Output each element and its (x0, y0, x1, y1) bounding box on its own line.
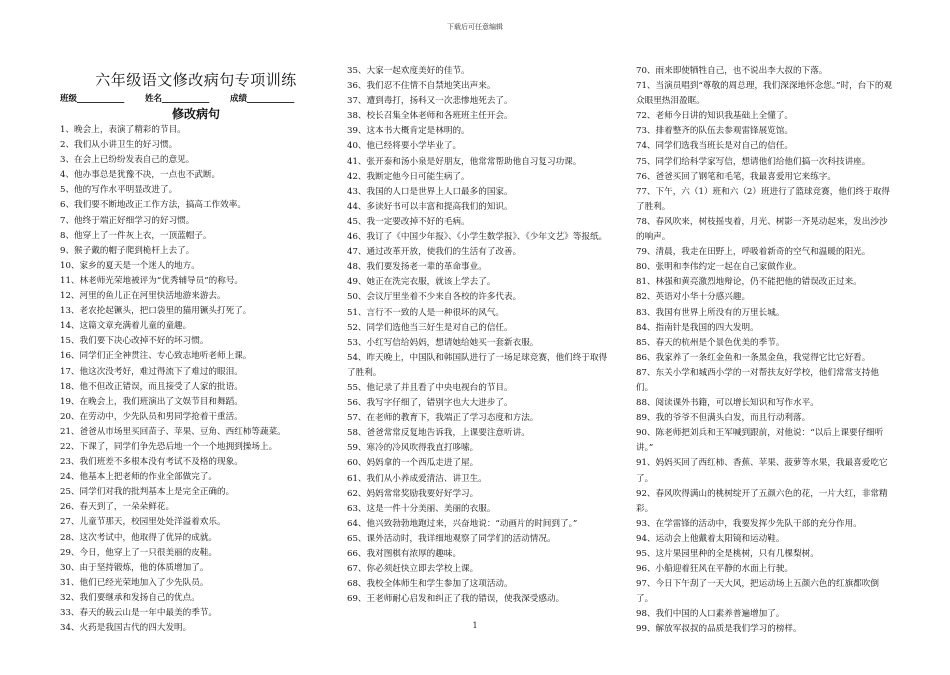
class-blank: _________ (77, 94, 125, 104)
sentence-item: 59、寒冷的冷风吹得我直打哆嗦。 (347, 443, 479, 454)
sentence-item: 31、他们已经光荣地加入了少先队员。 (60, 577, 209, 588)
sentence-item: 77、下午，六（1）班和六（2）班进行了篮球竞赛，他们终于取得了胜利。 (636, 186, 890, 212)
sentence-item: 35、大家一起欢度美好的佳节。 (347, 66, 470, 76)
sentence-item: 53、小红写信给妈妈，想请她给她买一套新衣服。 (347, 337, 539, 348)
sentence-item: 13、老农抡起镢头，把口袋里的猫用镢头打死了。 (60, 306, 252, 317)
section-title: 修改病句 (171, 107, 220, 121)
sentence-item: 7、他终于端正好细学习的好习惯。 (60, 215, 195, 226)
sentence-item: 22、下课了，同学们争先恐后地一个一个地拥到操场上。 (60, 441, 278, 452)
sentence-item: 48、我们要发扬老一辈的革命事业。 (347, 262, 487, 273)
sentence-item: 97、今日下午刮了一天大风，把运动场上五颜六色的红旗都吹倒了。 (636, 579, 879, 605)
sentence-item: 27、儿童节那天，校园里处处洋溢着欢乐。 (60, 517, 226, 528)
sentence-item: 90、陈老师把刘兵和王军喊到跟前，对他说：“以后上课要仔细听讲。” (636, 428, 884, 454)
sentence-item: 16、同学们正全神贯注、专心致志地听老师上课。 (60, 351, 252, 362)
sentence-item: 49、她正在洗完衣服，就该上学去了。 (347, 277, 496, 288)
sentence-list-3 (636, 64, 894, 638)
sentence-item: 95、这片果园里种的全是桃树，只有几棵梨树。 (636, 549, 819, 559)
sentence-item: 1、晚会上，表演了精彩的节目。 (60, 125, 186, 135)
sentence-item: 64、他兴致勃勃地跑过来，兴奋地说：“动画片的时间到了。” (347, 518, 578, 529)
sentence-item: 94、运动会上他戴着太阳镜和运动鞋。 (636, 533, 785, 544)
sentence-item: 29、今日，他穿上了一只很美丽的皮鞋。 (60, 547, 218, 558)
sentence-item: 34、火药是我国古代的四大发明。 (60, 623, 192, 634)
sentence-item: 99、解放军叔叔的品质是我们学习的榜样。 (636, 624, 802, 635)
sentence-item: 32、我们要继承和发扬自己的优点。 (60, 592, 200, 603)
sentence-item: 80、张明和李伟约定一起在自己家做作业。 (636, 262, 802, 273)
sentence-item: 45、我一定要改掉不好的毛病。 (347, 216, 470, 227)
sentence-item: 78、春风吹来，树枝摇曳着，月光、树影一齐晃动起来，发出沙沙的响声。 (636, 216, 888, 243)
sentence-item: 60、妈妈拿的一个西瓜走进了屋。 (347, 458, 479, 469)
sentence-item: 26、春天到了，一朵朵鲜花。 (60, 502, 175, 513)
sentence-item: 38、校长召集全体老师和各班班主任开会。 (347, 111, 513, 122)
sentence-item: 9、猴子戴的帽子爬到桅杆上去了。 (60, 245, 195, 256)
sentence-item: 81、林强和黄亮激烈地辩论，仍不能把他的错误改正过来。 (636, 277, 862, 288)
sentence-item: 50、会议厅里坐着不少来自各校的许多代表。 (347, 292, 522, 303)
sentence-item: 23、我们班差不多根本没有考试不及格的现象。 (60, 457, 243, 468)
sentence-item: 55、他记录了并且看了中央电视台的节目。 (347, 382, 513, 393)
sentence-item: 4、他办事总是犹豫不决，一点也不武断。 (60, 170, 221, 181)
sentence-item: 75、同学们给科学家写信，想请他们给他们搞一次科技讲座。 (636, 156, 871, 167)
sentence-item: 52、同学们选他当三好生是对自己的信任。 (347, 322, 513, 333)
sentence-item: 91、妈妈买回了西红柿、香蕉、苹果、菠萝等水果，我最喜爱吃它了。 (636, 458, 888, 484)
sentence-item: 18、他不但改正错误，而且接受了人家的批语。 (60, 381, 243, 392)
score-label: 成绩 (229, 94, 247, 104)
sentence-item: 71、当演员唱到“尊敬的周总理，我们深深地怀念您。”时，台下的观众眼里热泪盈眶。 (636, 81, 893, 107)
sentence-item: 85、春天的杭州是个景色优美的季节。 (636, 337, 785, 348)
sentence-item: 57、在老师的教育下，我端正了学习态度和方法。 (347, 413, 539, 424)
sentence-item: 76、爸爸买回了钢笔和毛笔，我最喜爱用它来练字。 (636, 171, 836, 182)
sentence-item: 88、阅读课外书籍，可以增长知识和写作水平。 (636, 398, 819, 409)
sentence-item: 83、我国有世界上所没有的万里长城。 (636, 307, 785, 318)
sentence-item: 86、我家养了一条红金鱼和一条黑金鱼，我觉得它比它好看。 (636, 352, 871, 363)
sentence-item: 30、由于坚持锻炼，他的体质增加了。 (60, 562, 209, 573)
sentence-item: 69、王老师耐心启发和纠正了我的错误，使我深受感动。 (347, 594, 565, 605)
sentence-item: 3、在会上已纷纷发表自己的意见。 (60, 155, 195, 166)
sentence-item: 62、妈妈常常奖励我要好好学习。 (347, 488, 479, 499)
student-info-row (60, 92, 332, 106)
sentence-item: 41、张开泰和汤小泉是好朋友，他常常帮助他自习复习功课。 (347, 156, 582, 167)
sentence-item: 54、昨天晚上，中国队和韩国队进行了一场足球竞赛，他们终于取得了胜利。 (347, 352, 608, 378)
sentence-item: 87、东关小学和城西小学的一对帮扶友好学校，他们常常支持他们。 (636, 367, 879, 393)
sentence-item: 20、在劳动中，少先队员和男同学抢着干重活。 (60, 411, 243, 422)
sentence-item: 12、河里的鱼儿正在河里快活地游来游去。 (60, 291, 226, 302)
sentence-item: 93、在学雷锋的活动中，我要发挥少先队干部的充分作用。 (636, 518, 862, 529)
sentence-item: 96、小船迎着狂风在平静的水面上行驶。 (636, 564, 794, 575)
sentence-item: 24、他基本上把老师的作业全部做完了。 (60, 472, 218, 483)
sentence-item: 6、我们要不断地改正工作方法，搞高工作效率。 (60, 200, 246, 211)
sentence-item: 44、多读好书可以丰富和提高我们的知识。 (347, 201, 513, 212)
sentence-item: 15、我们要下决心改掉不好的坏习惯。 (60, 336, 209, 347)
sentence-item: 43、我国的人口是世界上人口最多的国家。 (347, 186, 513, 197)
sentence-list-2 (347, 64, 609, 607)
page-number: 1 (472, 621, 478, 630)
column-1 (60, 63, 332, 636)
name-blank: _________ (161, 94, 210, 104)
sentence-list-1 (60, 123, 332, 636)
sentence-item: 73、排着整齐的队伍去参观雷锋展览馆。 (636, 126, 794, 137)
sentence-item: 42、我断定他今日可能生病了。 (347, 171, 470, 182)
sentence-item: 63、这是一件十分美丽、美丽的衣服。 (347, 503, 496, 514)
sentence-item: 51、言行不一致的人是一种很坏的风气。 (347, 307, 505, 318)
sentence-item: 82、英语对小华十分感兴趣。 (636, 292, 751, 303)
sentence-item: 61、我们从小养成爱清洁、讲卫生。 (347, 473, 487, 484)
sentence-item: 46、我订了《中国少年报》、《小学生数学报》、《少年文艺》等报纸。 (347, 232, 608, 243)
sentence-item: 66、我对图棋有浓厚的趣味。 (347, 549, 462, 559)
sentence-item: 84、指南针是我国的四大发明。 (636, 322, 759, 333)
sentence-item: 67、你必须赶快立即去学校上课。 (347, 564, 479, 575)
sentence-item: 2、我们从小讲卫生的好习惯。 (60, 140, 178, 151)
sentence-item: 10、家乡的夏天是一个迷人的地方。 (60, 260, 200, 271)
sentence-item: 28、这次考试中，他取得了优异的成就。 (60, 532, 218, 543)
name-label: 姓名 (144, 94, 162, 104)
sentence-item: 92、春风吹得满山的桃树绽开了五颜六色的花，一片大红，非常精彩。 (636, 488, 888, 514)
sentence-item: 37、遭到毒打，扬科又一次悲惨地死去了。 (347, 96, 513, 107)
sentence-item: 19、在晚会上，我们班演出了文娱节目和舞蹈。 (60, 396, 243, 407)
sentence-item: 89、我的爷爷不但满头白发，而且行动利落。 (636, 413, 811, 424)
sentence-item: 68、我校全体师生和学生参加了这项活动。 (347, 579, 513, 590)
sentence-item: 58、爸爸常常反复地告诉我，上课要注意听讲。 (347, 428, 530, 439)
column-2 (347, 64, 609, 607)
sentence-item: 21、爸爸从市场里买回苗子、苹果、豆角、西红柿等蔬菜。 (60, 426, 286, 437)
sentence-item: 14、这篇文章充满着儿童的童趣。 (60, 321, 192, 332)
sentence-item: 47、通过改革开放，使我们的生活有了改善。 (347, 247, 522, 258)
sentence-item: 72、老师今日讲的知识我基础上全懂了。 (636, 111, 794, 122)
sentence-item: 39、这本书大概肯定是林明的。 (347, 126, 470, 137)
sentence-item: 11、林老师光荣地被评为“优秀辅导员”的称号。 (60, 275, 244, 286)
sentence-item: 17、他这次没考好，难过得流下了难过的眼泪。 (60, 366, 243, 377)
sentence-item: 70、雨来即使牺牲自己，也不说出李大叔的下落。 (636, 66, 828, 76)
class-label: 班级 (60, 94, 78, 104)
sentence-item: 5、他的写作水平明显改进了。 (60, 185, 178, 196)
sentence-item: 74、同学们选我当班长是对自己的信任。 (636, 141, 794, 152)
header-note: 下载后可任意编辑 (447, 23, 503, 31)
sentence-item: 56、我写字仔细了，错别字也大大进步了。 (347, 398, 513, 409)
sentence-item: 98、我们中国的人口素养普遍增加了。 (636, 609, 785, 620)
sentence-item: 79、清晨，我走在田野上，呼吸着新奇的空气和温暖的阳光。 (636, 247, 871, 258)
sentence-item: 8、他穿上了一件灰上衣，一顶蓝帽子。 (60, 230, 212, 241)
sentence-item: 40、他已经将要小学毕业了。 (347, 141, 462, 152)
column-3 (636, 64, 894, 638)
page-title: 六年级语文修改病句专项训练 (95, 71, 297, 89)
sentence-item: 33、春天的载云山是一年中最美的季节。 (60, 608, 218, 618)
sentence-item: 36、我们忍不住情不自禁地笑出声来。 (347, 81, 496, 92)
sentence-item: 65、课外活动时，我详细地观察了同学们的活动情况。 (347, 533, 556, 544)
sentence-item: 25、同学们对我的批判基本上是完全正确的。 (60, 487, 235, 498)
score-blank: _________ (246, 94, 295, 104)
